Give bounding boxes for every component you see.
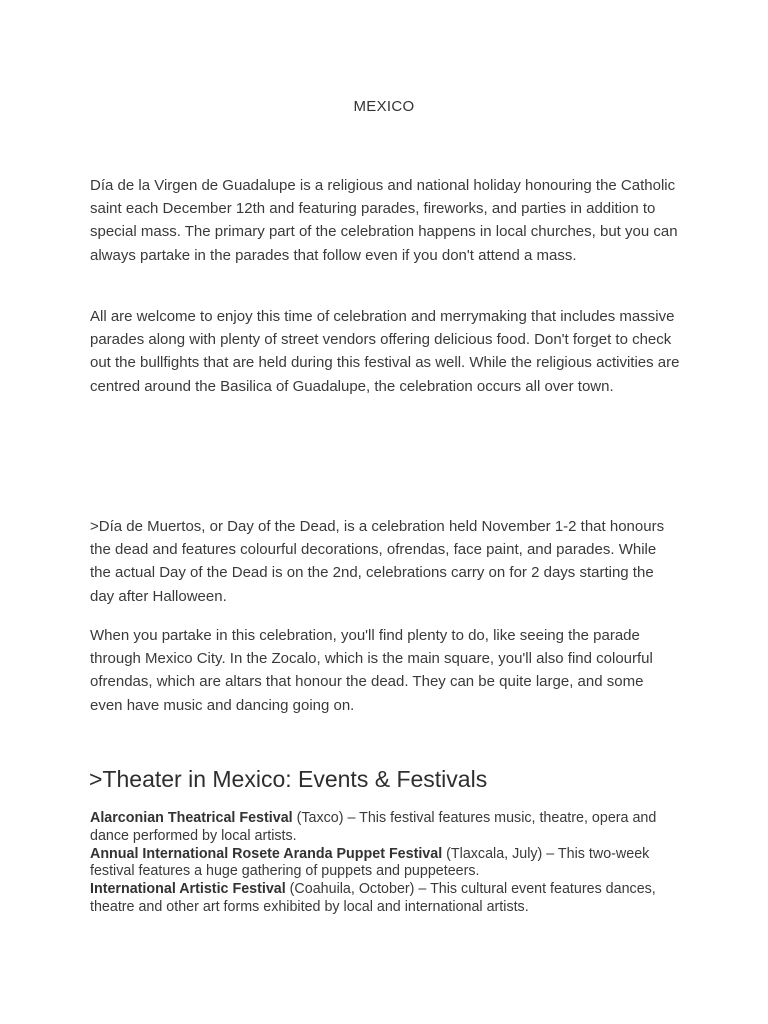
section-heading-theater: >Theater in Mexico: Events & Festivals xyxy=(89,766,488,792)
paragraph-guadalupe-celebration: All are welcome to enjoy this time of celebration and merrymaking that includes massive parades along with plenty of street vendors offering delicious food. Don't forget to check out the bullfights that are held during this festival as well. While the religious activities are centred around the Basilica of Guadalupe, the celebration occurs all over town. xyxy=(90,308,680,395)
festival-entry xyxy=(90,810,670,846)
festival-details: (Coahuila, October) – This cultural event features dances, theatre and other art forms exhibited by local and international artists. xyxy=(90,881,656,915)
paragraph-day-of-dead-intro: >Día de Muertos, or Day of the Dead, is a celebration held November 1-2 that honours the dead and features colourful decorations, ofrendas, face paint, and parades. While the actual Day of the Dead is on the 2nd, celebrations carry on for 2 days starting the day after Halloween. xyxy=(90,518,665,605)
festival-name: International Artistic Festival xyxy=(90,881,286,898)
festival-list xyxy=(90,810,670,917)
paragraph-day-of-dead-celebration: When you partake in this celebration, you'll find plenty to do, like seeing the parade through Mexico City. In the Zocalo, which is the main square, you'll also find colourful ofrendas, which are altars that honour the dead. They can be quite large, and some even have music and dancing going on. xyxy=(90,627,653,714)
paragraph-guadalupe-intro: Día de la Virgen de Guadalupe is a religious and national holiday honouring the Catholic saint each December 12th and featuring parades, fireworks, and parties in addition to special mass. The primary part of the celebration happens in local churches, but you can always partake in the parades that follow even if you don't attend a mass. xyxy=(90,177,678,264)
festival-entry xyxy=(90,846,670,882)
festival-entry xyxy=(90,881,670,917)
festival-name: Annual International Rosete Aranda Puppet Festival xyxy=(90,845,443,862)
festival-name: Alarconian Theatrical Festival xyxy=(90,810,293,826)
document-title: MEXICO xyxy=(353,98,415,115)
festival-details: (Taxco) – This festival features music, theatre, opera and dance performed by local artists. xyxy=(90,810,657,844)
festival-details: (Tlaxcala, July) – This two-week festival features a huge gathering of puppets and puppeteers. xyxy=(90,845,650,880)
